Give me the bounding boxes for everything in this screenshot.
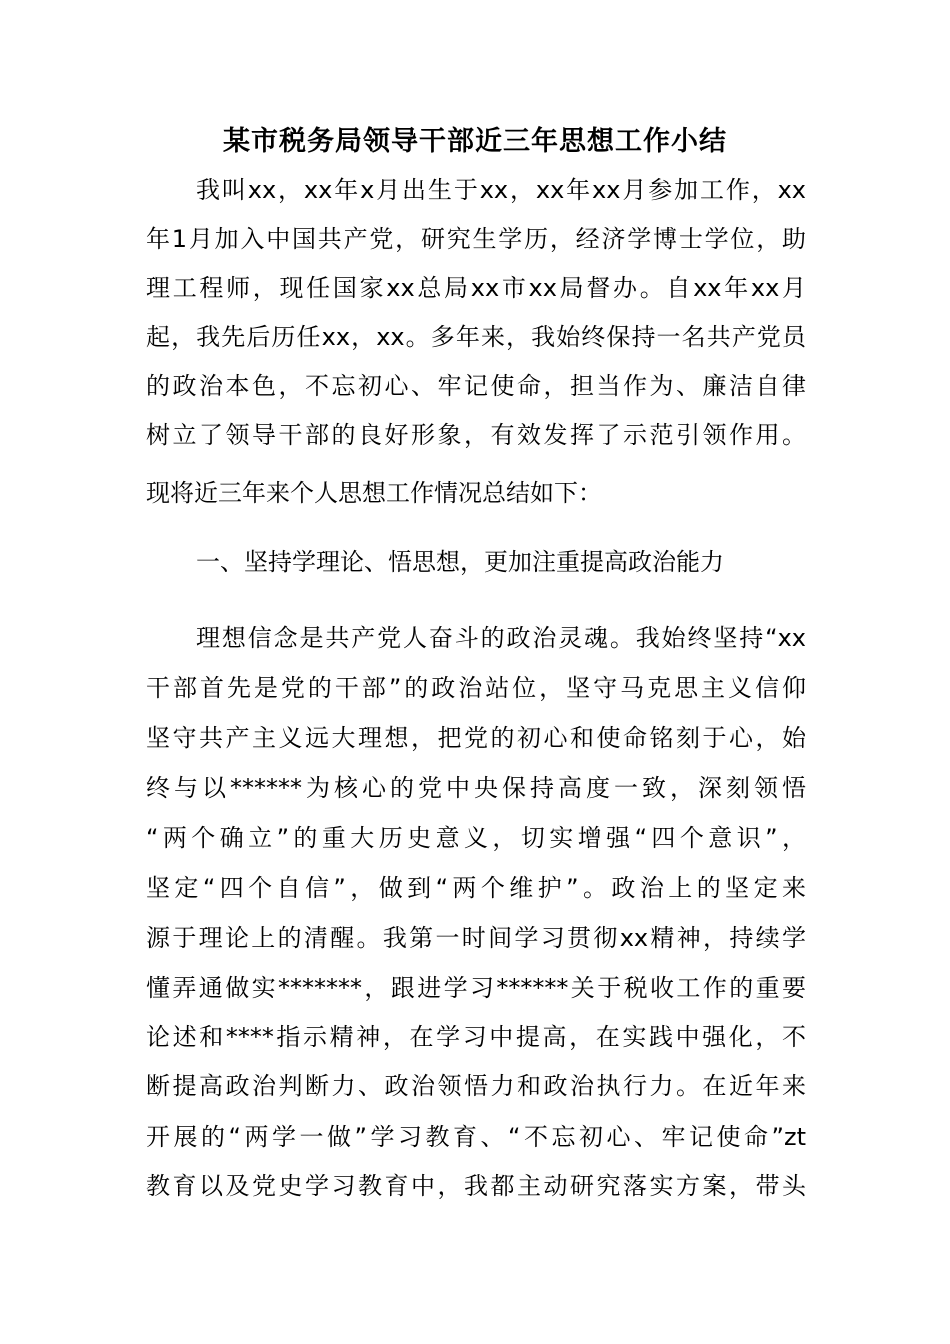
body-line-2: 干部首先是党的干部”的政治站位，坚守马克思主义信仰 [146, 674, 806, 702]
body-line-1: 理想信念是共产党人奋斗的政治灵魂。我始终坚持“xx [196, 624, 806, 652]
body-line-4: 终与以******为核心的党中央保持高度一致，深刻领悟 [146, 774, 806, 802]
intro-line-1: 我叫xx，xx年x月出生于xx，xx年xx月参加工作，xx [196, 176, 806, 204]
body-line-5: “两个确立”的重大历史意义，切实增强“四个意识”， [146, 824, 806, 852]
body-line-9: 论述和****指示精神，在学习中提高，在实践中强化，不 [146, 1023, 806, 1051]
body-line-8: 懂弄通做实*******，跟进学习******关于税收工作的重要 [146, 974, 806, 1002]
intro-line-4: 起，我先后历任xx，xx。多年来，我始终保持一名共产党员 [146, 323, 806, 351]
intro-line-2: 年1月加入中国共产党，研究生学历，经济学博士学位，助 [146, 225, 806, 253]
intro-line-5: 的政治本色，不忘初心、牢记使命，担当作为、廉洁自律 [146, 372, 806, 400]
body-line-6: 坚定“四个自信”，做到“两个维护”。政治上的坚定来 [146, 874, 806, 902]
intro-line-3: 理工程师，现任国家xx总局xx市xx局督办。自xx年xx月 [146, 274, 806, 302]
body-line-3: 坚守共产主义远大理想，把党的初心和使命铭刻于心，始 [146, 724, 806, 752]
intro-line-7: 现将近三年来个人思想工作情况总结如下： [146, 479, 602, 507]
body-line-7: 源于理论上的清醒。我第一时间学习贯彻xx精神，持续学 [146, 924, 806, 952]
body-line-10: 断提高政治判断力、政治领悟力和政治执行力。在近年来 [146, 1072, 806, 1100]
document-title: 某市税务局领导干部近三年思想工作小结 [223, 126, 727, 157]
section-heading: 一、坚持学理论、悟思想，更加注重提高政治能力 [196, 548, 724, 576]
body-line-12: 教育以及党史学习教育中，我都主动研究落实方案，带头 [146, 1172, 806, 1200]
body-line-11: 开展的“两学一做”学习教育、“不忘初心、牢记使命”zt [146, 1123, 806, 1151]
intro-line-6: 树立了领导干部的良好形象，有效发挥了示范引领作用。 [146, 421, 806, 449]
